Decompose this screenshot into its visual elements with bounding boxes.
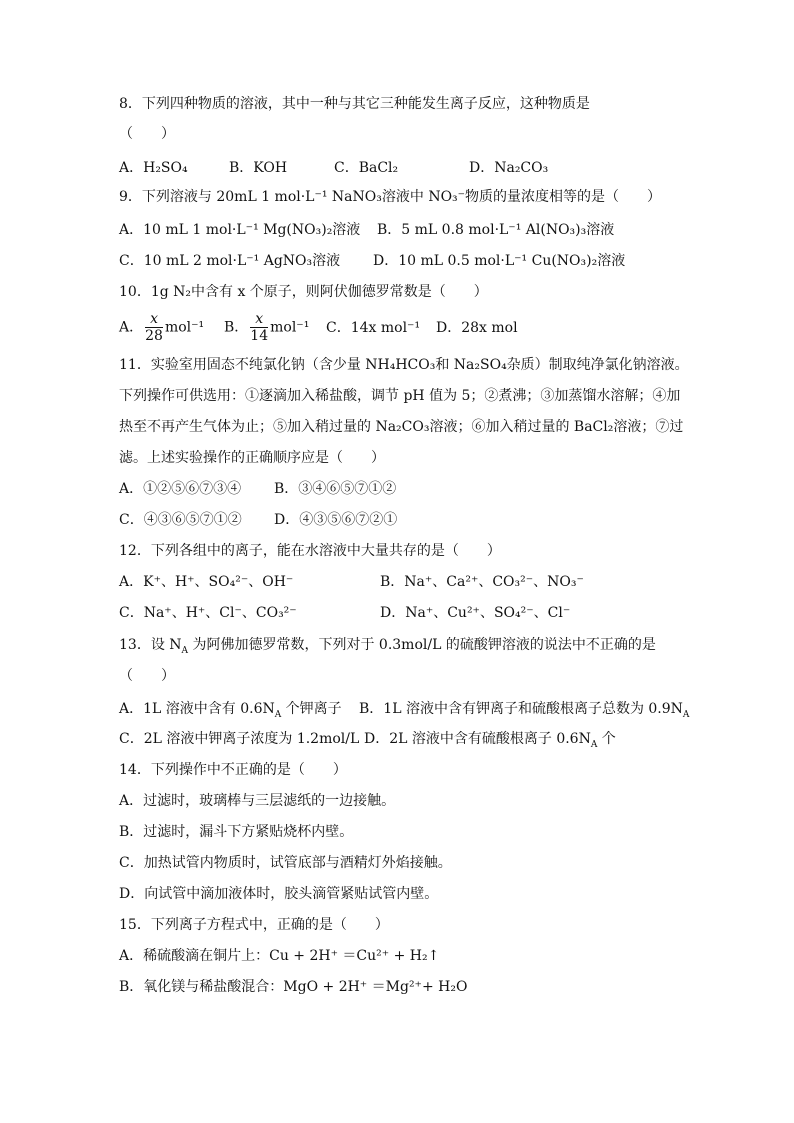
q10-b-fraction — [250, 311, 268, 344]
q15-stem: 15．下列离子方程式中，正确的是（ ） — [119, 917, 389, 933]
q9-option-b: B．5 mL 0.8 mol·L⁻¹ Al(NO₃)₃溶液 — [377, 222, 615, 238]
q12-option-b: B．Na⁺、Ca²⁺、CO₃²⁻、NO₃⁻ — [380, 574, 584, 590]
q10-stem: 10．1g N₂中含有 x 个原子，则阿伏伽德罗常数是（ ） — [119, 284, 488, 300]
q14-stem: 14．下列操作中不正确的是（ ） — [119, 762, 347, 778]
q11-line-2: 下列操作可供选用：①逐滴加入稀盐酸，调节 pH 值为 5；②煮沸；③加蒸馏水溶解；④加 — [119, 388, 681, 404]
q14-option-b: B．过滤时，漏斗下方紧贴烧杯内壁。 — [119, 824, 354, 840]
q14-option-c: C．加热试管内物质时，试管底部与酒精灯外焰接触。 — [119, 855, 452, 871]
q8-stem: 8．下列四种物质的溶液，其中一种与其它三种能发生离子反应，这种物质是 — [119, 96, 590, 112]
q10-a-fraction — [145, 311, 163, 344]
q10-option-b — [224, 311, 309, 344]
q8-option-c: C．BaCl₂ — [334, 160, 399, 176]
q15-option-a: A．稀硫酸滴在铜片上：Cu + 2H⁺ ＝Cu²⁺ + H₂↑ — [119, 948, 440, 964]
q12-option-a: A．K⁺、H⁺、SO₄²⁻、OH⁻ — [119, 574, 294, 590]
q9-option-c: C．10 mL 2 mol·L⁻¹ AgNO₃溶液 — [119, 253, 341, 269]
q10-a-numerator: x — [145, 311, 163, 328]
q10-b-numerator: x — [250, 311, 268, 328]
q13-option-b: B．1L 溶液中含有钾离子和硫酸根离子总数为 $0.9N_A$ — [359, 701, 690, 720]
q14-option-a: A．过滤时，玻璃棒与三层滤纸的一边接触。 — [119, 793, 396, 809]
q14-option-d: D．向试管中滴加液体时，胶头滴管紧贴试管内壁。 — [119, 886, 439, 902]
q13-paren: （ ） — [119, 668, 175, 684]
q10-a-unit: mol⁻¹ — [164, 319, 205, 336]
q13-stem: 13．设 $N_A$ 为阿佛加德罗常数，下列对于 0.3mol/L 的硫酸钾溶液的说法中不正确的是 — [119, 637, 656, 656]
q9-stem: 9．下列溶液与 20mL 1 mol·L⁻¹ NaNO₃溶液中 NO₃⁻物质的量浓度相等的是（ ） — [119, 189, 662, 205]
q10-option-a — [119, 311, 204, 344]
q11-option-a: A．①②⑤⑥⑦③④ — [119, 481, 242, 497]
q8-option-a: A．H₂SO₄ — [119, 160, 188, 176]
q10-a-prefix: A． — [119, 319, 144, 336]
q10-b-unit: mol⁻¹ — [270, 319, 310, 336]
q13-option-d: D．2L 溶液中含有硫酸根离子 $0.6N_A$ 个 — [364, 731, 616, 750]
q11-option-b: B．③④⑥⑤⑦①② — [274, 481, 397, 497]
q11-option-c: C．④③⑥⑤⑦①② — [119, 512, 242, 528]
q12-stem: 12．下列各组中的离子，能在水溶液中大量共存的是（ ） — [119, 543, 501, 559]
q10-b-prefix: B． — [224, 319, 249, 336]
q8-option-d: D．Na₂CO₃ — [469, 160, 549, 176]
q9-option-d: D．10 mL 0.5 mol·L⁻¹ Cu(NO₃)₂溶液 — [373, 253, 626, 269]
q13-option-a: A．1L 溶液中含有 $0.6N_A$ 个钾离子 — [119, 701, 342, 720]
q11-line-3: 热至不再产生气体为止；⑤加入稍过量的 Na₂CO₃溶液；⑥加入稍过量的 BaCl₂溶液；⑦过 — [119, 419, 684, 435]
q11-line-1: 11．实验室用固态不纯氯化钠（含少量 NH₄HCO₃和 Na₂SO₄杂质）制取纯净氯化钠溶液。 — [119, 357, 689, 373]
q11-option-d: D．④③⑤⑥⑦②① — [274, 512, 398, 528]
q10-a-denominator: 28 — [145, 328, 163, 344]
q10-option-d: D．28x mol — [436, 320, 518, 336]
q12-option-d: D．Na⁺、Cu²⁺、SO₄²⁻、Cl⁻ — [380, 605, 571, 621]
q9-option-a: A．10 mL 1 mol·L⁻¹ Mg(NO₃)₂溶液 — [119, 222, 361, 238]
q12-option-c: C．Na⁺、H⁺、Cl⁻、CO₃²⁻ — [119, 605, 297, 621]
q10-option-c: C．14x mol⁻¹ — [326, 320, 421, 336]
q8-paren: （ ） — [119, 126, 175, 142]
q15-option-b: B．氧化镁与稀盐酸混合：MgO + 2H⁺ ＝Mg²⁺+ H₂O — [119, 979, 468, 995]
q13-option-c: C．2L 溶液中钾离子浓度为 1.2mol/L — [119, 731, 360, 747]
q10-b-denominator: 14 — [250, 328, 269, 344]
q8-option-b: B．KOH — [229, 160, 288, 176]
q11-line-4: 滤。上述实验操作的正确顺序应是（ ） — [119, 450, 385, 466]
